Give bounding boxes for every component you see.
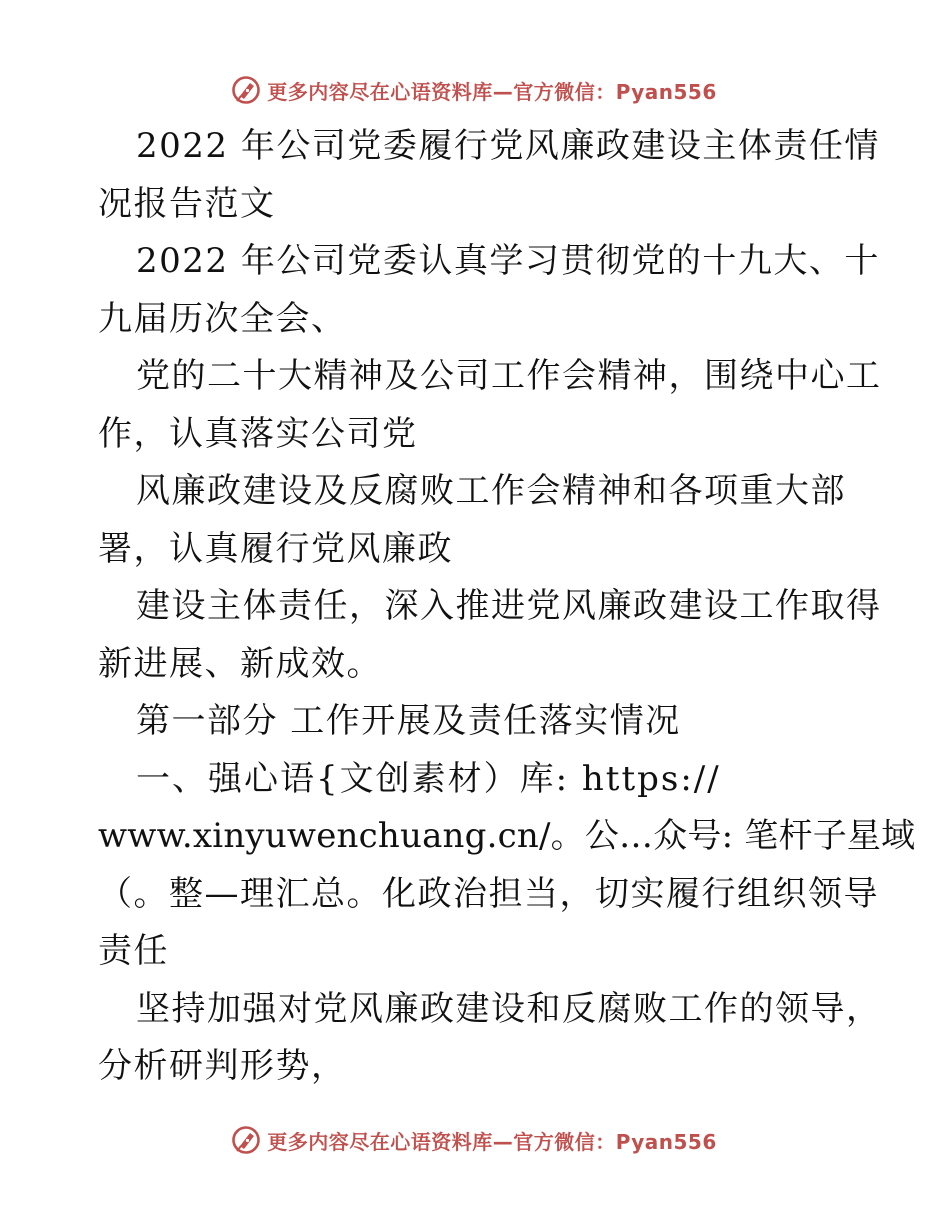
footer-banner <box>0 1120 950 1160</box>
header-banner <box>0 70 950 110</box>
paragraph-line: 坚持加强对党风廉政建设和反腐败工作的领导， <box>136 988 882 1029</box>
header-banner-text: 更多内容尽在心语资料库—官方微信：Pyan556 <box>267 79 717 104</box>
paragraph-line: 党的二十大精神及公司工作会精神，围绕中心工 <box>136 356 882 396</box>
paragraph-line: 建设主体责任，深入推进党风廉政建设工作取得 <box>136 586 882 626</box>
paragraph-line: 责任 <box>98 931 169 971</box>
paragraph-line: 分析研判形势， <box>98 1046 347 1086</box>
paragraph-line: 九届历次全会、 <box>98 298 347 339</box>
paragraph-line: 新进展、新成效。 <box>98 643 382 684</box>
section-heading: 第一部分 工作开展及责任落实情况 <box>136 701 681 741</box>
title-line-1: 2022 年公司党委履行党风廉政建设主体责任情 <box>136 126 880 166</box>
title-line-2: 况报告范文 <box>98 183 276 224</box>
paragraph-line: 风廉政建设及反腐败工作会精神和各项重大部 <box>136 471 846 511</box>
paragraph-line: 署，认真履行党风廉政 <box>98 528 453 569</box>
paragraph-line: www.xinyuwenchuang.cn/。公…众号: 笔杆子星域 <box>98 816 916 856</box>
paragraph-line: 作，认真落实公司党 <box>98 413 418 454</box>
document-body <box>98 118 916 1096</box>
pen-nib-circle-logo-icon <box>231 1125 261 1155</box>
subsection-heading: 一、强心语{文创素材）库: https:// <box>136 758 721 799</box>
paragraph-line: （。整—理汇总。化政治担当，切实履行组织领导 <box>98 873 879 914</box>
paragraph-line: 2022 年公司党委认真学习贯彻党的十九大、十 <box>136 241 880 281</box>
footer-banner-text: 更多内容尽在心语资料库—官方微信：Pyan556 <box>267 1129 717 1154</box>
pen-nib-circle-logo-icon <box>231 75 261 105</box>
